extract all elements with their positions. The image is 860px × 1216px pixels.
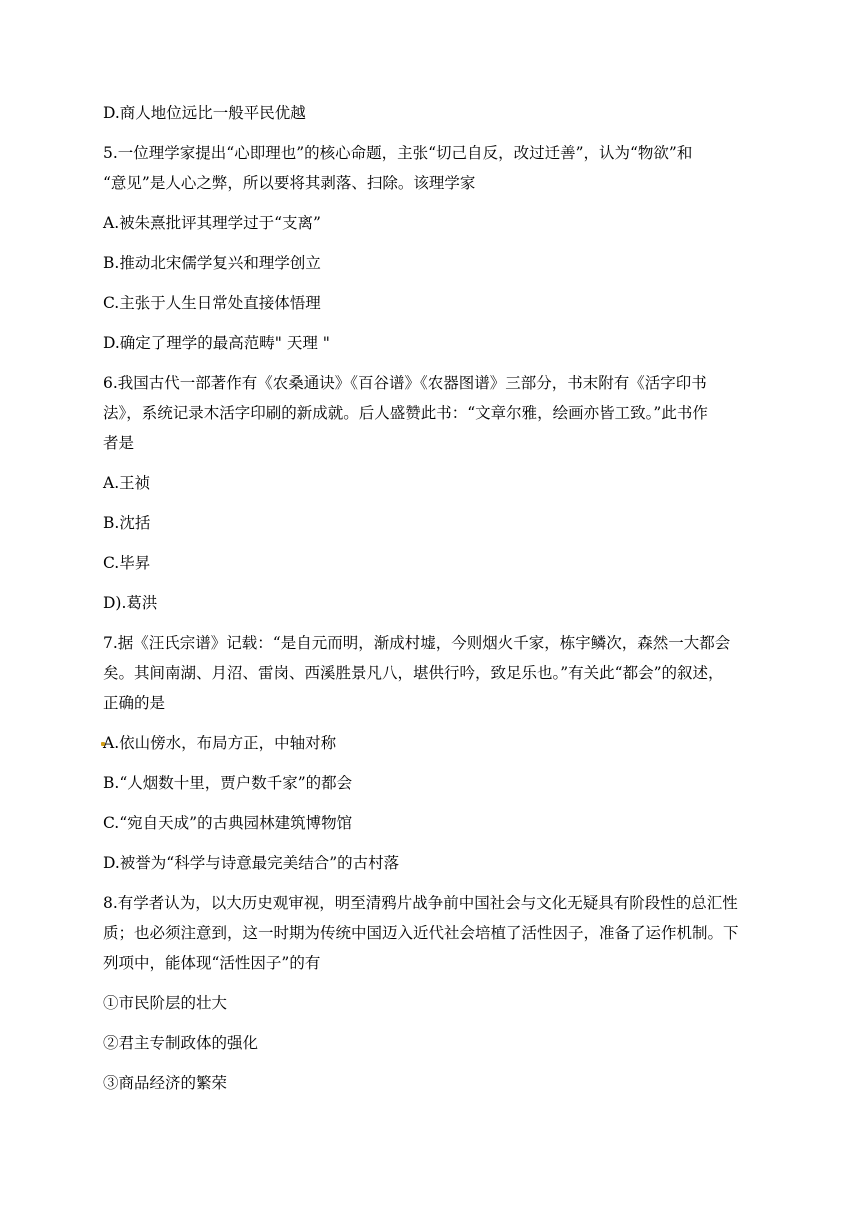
q8-item-2: ②君主专制政体的强化 xyxy=(103,1034,259,1052)
q7-option-c: C.“宛自天成”的古典园林建筑博物馆 xyxy=(103,814,353,832)
q4-option-d: D.商人地位远比一般平民优越 xyxy=(103,104,306,122)
q6-option-d: D).葛洪 xyxy=(103,594,158,612)
q5-option-b: B.推动北宋儒学复兴和理学创立 xyxy=(103,254,321,272)
q5-stem-line-2: “意见”是人心之弊，所以要将其剥落、扫除。该理学家 xyxy=(103,174,476,192)
q7-option-a: A.依山傍水，布局方正，中轴对称 xyxy=(103,734,337,752)
q5-option-a: A.被朱熹批评其理学过于“支离” xyxy=(103,214,321,232)
q7-stem-line-2: 矣。其间南湖、月沼、雷岗、西溪胜景凡八，堪供行吟，致足乐也。”有关此“都会”的叙述， xyxy=(103,664,724,682)
q7-stem-line-1: 7.据《汪氏宗谱》记载：“是自元而明，渐成村墟，今则烟火千家，栋宇鳞次，森然一大都会 xyxy=(103,634,731,652)
q6-option-c: C.毕昇 xyxy=(103,554,151,572)
q8-item-1: ①市民阶层的壮大 xyxy=(103,994,228,1012)
q5-stem-line-1: 5.一位理学家提出“心即理也”的核心命题，主张“切己自反，改过迁善”，认为“物欲”和 xyxy=(103,144,693,162)
q8-stem-line-3: 列项中，能体现“活性因子”的有 xyxy=(103,954,321,972)
q6-stem-line-1: 6.我国古代一部著作有《农桑通诀》《百谷谱》《农器图谱》三部分，书末附有《活字印书 xyxy=(103,374,707,392)
q8-stem-line-1: 8.有学者认为，以大历史观审视，明至清鸦片战争前中国社会与文化无疑具有阶段性的总汇性 xyxy=(103,894,738,912)
q6-option-a: A.王祯 xyxy=(103,474,151,492)
q6-option-b: B.沈括 xyxy=(103,514,151,532)
q8-item-3: ③商品经济的繁荣 xyxy=(103,1074,228,1092)
q7-option-d: D.被誉为“科学与诗意最完美结合”的古村落 xyxy=(103,854,400,872)
q7-stem-line-3: 正确的是 xyxy=(103,694,166,712)
q6-stem-line-2: 法》，系统记录木活字印刷的新成就。后人盛赞此书：“文章尔雅，绘画亦皆工致。”此书作 xyxy=(103,404,708,422)
q7-option-b: B.“人烟数十里，贾户数千家”的都会 xyxy=(103,774,353,792)
q5-option-d: D.确定了理学的最高范畴" 天理 " xyxy=(103,334,330,352)
q8-stem-line-2: 质；也必须注意到，这一时期为传统中国迈入近代社会培植了活性因子，准备了运作机制。下 xyxy=(103,924,739,942)
q5-option-c: C.主张于人生日常处直接体悟理 xyxy=(103,294,321,312)
q6-stem-line-3: 者是 xyxy=(103,434,135,452)
